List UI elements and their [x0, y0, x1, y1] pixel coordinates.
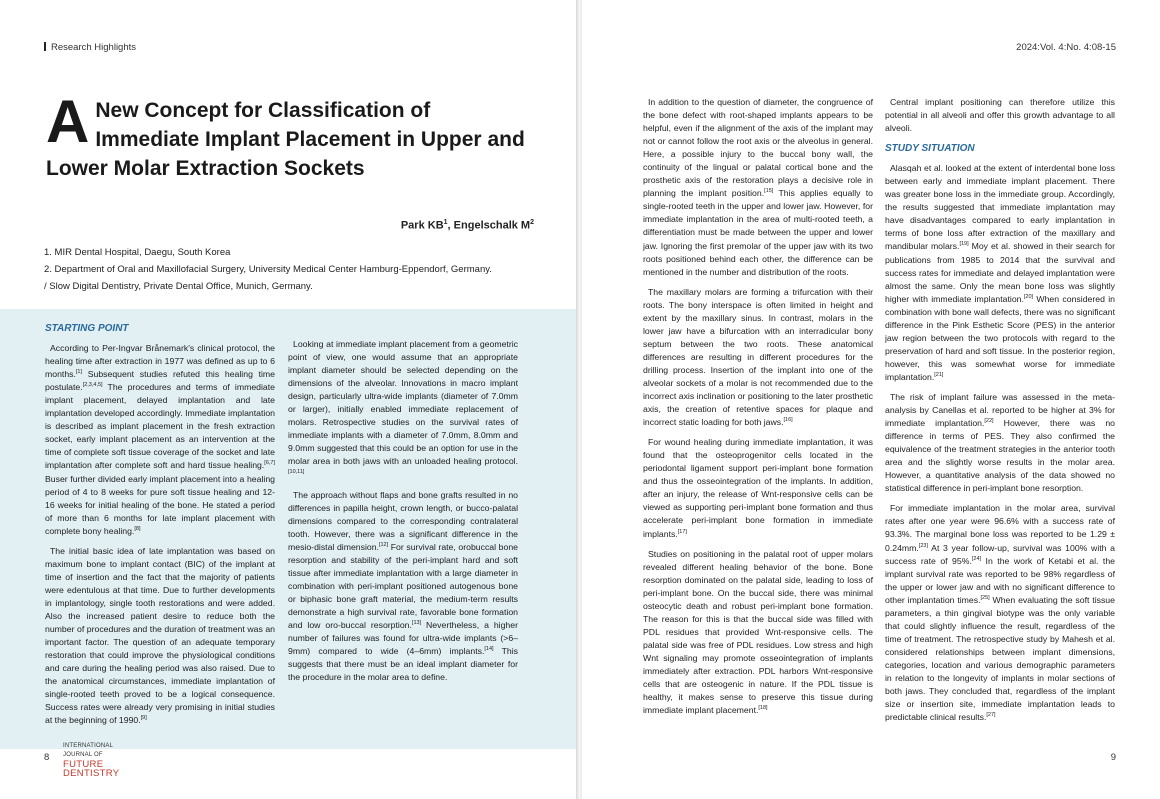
citation-ref: [24]	[971, 555, 982, 562]
affiliations	[44, 244, 534, 295]
article-title	[46, 88, 536, 183]
citation-ref: [20]	[1023, 293, 1034, 300]
citation-ref: [22]	[984, 418, 994, 425]
citation-ref: [12]	[378, 541, 389, 548]
citation-ref: [25]	[980, 594, 990, 601]
citation-ref: [21]	[934, 372, 944, 379]
paragraph: Central implant positioning can therefore utilize this potential in all alveoli and offer this growth advantage to all alveoli.	[885, 97, 1115, 134]
citation-ref: [1]	[75, 369, 83, 376]
section-marker	[44, 42, 46, 51]
journal-logo	[63, 742, 119, 778]
affiliation-2: 2. Department of Oral and Maxillofacial Surgery, University Medical Center Hamburg-Eppendorf, Germany.	[44, 264, 492, 275]
citation-ref: [14]	[484, 646, 494, 653]
paragraph: Studies on positioning in the palatal root of upper molars revealed different healing behavior of the bone. Bone resorption dominated on the palatal side, leading to loss of peri-implant bone. On the buccal side, there was minimal osteocytic death and robust peri-implant bone formation. The reason for this is that the buccal side was filled with PDL residues that provided Wnt-responsive cells. The palatal side was free of PDL residues. Low stress and high Wnt signaling may promote osseointegration of implants immediately after extraction. PDL harbors Wnt-responsive cells that are osteogenic in nature. If the PDL tissue is healthy, it makes sense to preserve this tissue during immediate implant placement.[18]	[643, 548, 873, 716]
author-1: Park KB	[400, 219, 444, 232]
paragraph: For immediate implantation in the molar area, survival rates after one year were 96.6% with a success rate of 93.3%. The marginal bone loss was reported to be 1.29 ± 0.24mm.[23] At 3 year follow-up, survival was 100% with a success rate of 95%.[24] In the work of Ketabi et al. the implant survival rate was reported to be 98% regardless of the upper or lower jaw and with no significant difference to other implantation times.[25] When evaluating the soft tissue parameters, a thin gingival biotype was the only variable that could slightly influence the result, regardless of the time of treatment. The retrospective study by Mahesh et al. considered relationships between implant dimensions, categories, location and various demographic parameters in relation to the longevity of implants in molar sections of both jaws. They concluded that, regardless of the implant size or insertion site, immediate implantation leads to predictable clinical results.[27]	[885, 503, 1116, 723]
citation-ref: [23]	[918, 542, 928, 549]
journal-name-line-2: FUTURE DENTISTRY	[63, 759, 120, 779]
page-number-right: 9	[1110, 752, 1116, 763]
journal-name-line-1: INTERNATIONAL JOURNAL OF	[63, 743, 113, 758]
citation-ref: [9]	[140, 715, 147, 722]
paragraph: Looking at immediate implant placement from a geometric point of view, one would assume that an appropriate implant diameter should be selected depending on the dimensions of the alveolar. Innovations in macro implant design, particularly ultra-wide implants (diameter of 7.0mm or larger), initially enabled immediate replacement of molars. Retrospective studies on the survival rates of immediate implants with a diameter of 7.0mm, 8.0mm and 9.0mm suggested that this could be an option for use in the molar area in both jaws with an unloaded healing protocol.[10,11]	[288, 339, 518, 476]
author-2-affil: 2	[530, 219, 534, 226]
title-dropcap: A	[46, 88, 90, 155]
citation-ref: [19]	[959, 241, 969, 248]
paragraph: The risk of implant failure was assessed in the meta-analysis by Canellas et al. reported to be higher at 3% for immediate implantation.[22] However, there was no difference in terms of PES. They also confirmed the equivalence of the treatment strategies in the anterior tooth area and the slightly worse results in the molar area. However, a quantitative analysis of the data showed no statistical difference in peri-implant bone resorption.	[885, 391, 1115, 494]
citation-ref: [16]	[783, 417, 793, 424]
running-head-right: 2024:Vol. 4:No. 4:08-15	[1016, 42, 1116, 53]
running-head-left	[44, 42, 136, 53]
citation-ref: [13]	[411, 620, 422, 627]
title-text: New Concept for Classification of Immediate Implant Placement in Upper and Lower Molar Extraction Sockets	[46, 99, 525, 180]
page-number-left: 8	[44, 752, 50, 763]
text-column-1	[45, 322, 275, 734]
paragraph: Alasqah et al. looked at the extent of interdental bone loss between early and immediate implant placement. There was greater bone loss in the immediate group. Accordingly, the results suggested that immediate implantation may have disadvantages compared to early implantation in terms of bone loss after extraction of the maxillary and mandibular molars.[19] Moy et al. showed in their search for publications from 1985 to 2014 that the survival and success rates for immediate and delayed implantation were almost the same. Only the mean bone loss was slightly higher with immediate implantation.[20] When considered in combination with bone wall defects, there was no significant difference in the Pink Esthetic Score (PES) in the anterior jaw region between the two protocols with regard to the preservation of hard and soft tissue. In the posterior region, however, this was somewhat worse for immediate implantation.[21]	[885, 163, 1116, 382]
citation-ref: [2,3,4,5]	[82, 382, 103, 389]
citation-ref: [6,7]	[264, 460, 275, 467]
citation-ref: [10,11]	[288, 469, 305, 476]
left-page	[0, 0, 578, 799]
author-separator: ,	[447, 219, 454, 232]
section-heading-starting-point: STARTING POINT	[45, 323, 129, 334]
citation-ref: [15]	[764, 188, 774, 195]
paragraph: For wound healing during immediate implantation, it was found that the osteoprogenitor cells located in the periodontal ligament support peri-implant bone formation and thus the osseointegration of the implants. In addition, after an injury, the release of Wnt-responsive cells can be viewed as supporting peri-implant bone formation and thus accelerate peri-implant bone formation in immediate implants.[17]	[643, 437, 873, 539]
citation-ref: [18]	[758, 705, 768, 712]
paragraph: In addition to the question of diameter, the congruence of the bone defect with root-shaped implants appears to be helpful, even if the alignment of the axis of the implant may not or cannot follow the root axis or the alveolus in general. Here, a possible injury to the buccal bony wall, the continuity of the lingual or palatal cortical bone and the prosthetic axis of the restoration plays a decisive role in planning the implant position.[15] This applies equally to single-rooted teeth in the upper and lower jaw. However, for immediate implantation in the area of multi-rooted teeth, a differentiation must be made between the upper and lower jaw. Ignoring the first premolar of the upper jaw with its two roots positioned behind each other, the difference can be mentioned in the number and distribution of the roots.	[643, 97, 874, 277]
paragraph: The initial basic idea of late implantation was based on maximum bone to implant contact (BIC) of the implant at time of insertion and the fact that the majority of patients were edentulous at that time. Due to further developments in implantology, single tooth restorations and were added. Also the increased patient desire to reduce both the number of procedures and the duration of treatment was an important factor. The question of an adequate temporary restoration that could improve the physiological conditions and care during the healing period was also raised. Due to the anatomical circumstances, immediate implantation of single-rooted teeth proved to be a logical consequence. Success rates were already very promising in initial studies at the beginning of 1990.[9]	[45, 545, 275, 726]
citation-ref: [17]	[677, 528, 687, 535]
text-column-3	[643, 96, 873, 724]
text-column-2	[288, 338, 518, 691]
text-column-4	[885, 96, 1115, 731]
running-head-text: Research Highlights	[51, 42, 137, 53]
citation-ref: [8]	[134, 525, 141, 532]
paragraph: The maxillary molars are forming a trifurcation with their roots. The bony interspace is often limited in height and extent by the maxillary sinus. In contrast, molars in the lower jaw have a bifurcation with an interradicular bony septum between the two roots. These anatomical differences are resulting in different procedures for the drilling process. Insertion of the implant into one of the alveolar sockets of a molar is not recommended due to the incorrect axis inclination or positioning to the later prosthetic axis, the creation of retentive spaces for plaque and incorrect static loading for both jaws.[16]	[643, 286, 873, 428]
paragraph: According to Per-Ingvar Brånemark's clinical protocol, the healing time after extraction in 1977 was defined as up to 6 months.[1] Subsequent studies refuted this healing time postulate.[2,3,4,5] The procedures and terms of immediate implant placement, delayed implantation and late implantation developed accordingly. Immediate implantation is described as implant placement in the fresh extraction socket, early implant placement as an intervention at the time of complete soft tissue coverage of the socket and late implantation after complete soft and hard tissue healing.[6,7] Buser further divided early implant placement into a healing period of 4 to 8 weeks for pure soft tissue healing and 12-16 weeks for initial healing of the bone. He stated a period of more than 6 months for late implant placement with complete bony healing.[8]	[45, 343, 275, 536]
author-2: Engelschalk M	[453, 219, 531, 232]
paragraph: The approach without flaps and bone grafts resulted in no differences in papilla height, crown length, or bucco-palatal dimensions compared to the corresponding contralateral tooth. However, there was a significant difference in the mesio-distal dimension.[12] For survival rate, orobuccal bone resorption and stability of the peri-implant hard and soft tissue after immediate implantation with a large diameter in combination with peri-implant positioned autogenous bone or biphasic bone graft material, the medium-term results demonstrate a high survival rate, favorable bone formation and low oro-buccal resorption.[13] Nevertheless, a higher number of failures was found for ultra-wide implants (>6–9mm) compared to wide (4–6mm) implants.[14] This suggests that there must be an ideal implant diameter for the procedure in the molar area to define.	[288, 489, 518, 683]
authors	[401, 219, 534, 232]
affiliation-3: / Slow Digital Dentistry, Private Dental Office, Munich, Germany.	[44, 281, 313, 292]
article-title-block	[46, 88, 536, 183]
section-heading-study-situation: STUDY SITUATION	[885, 143, 975, 155]
affiliation-1: 1. MIR Dental Hospital, Daegu, South Korea	[44, 247, 231, 258]
author-1-affil: 1	[443, 219, 448, 226]
citation-ref: [27]	[986, 712, 996, 719]
